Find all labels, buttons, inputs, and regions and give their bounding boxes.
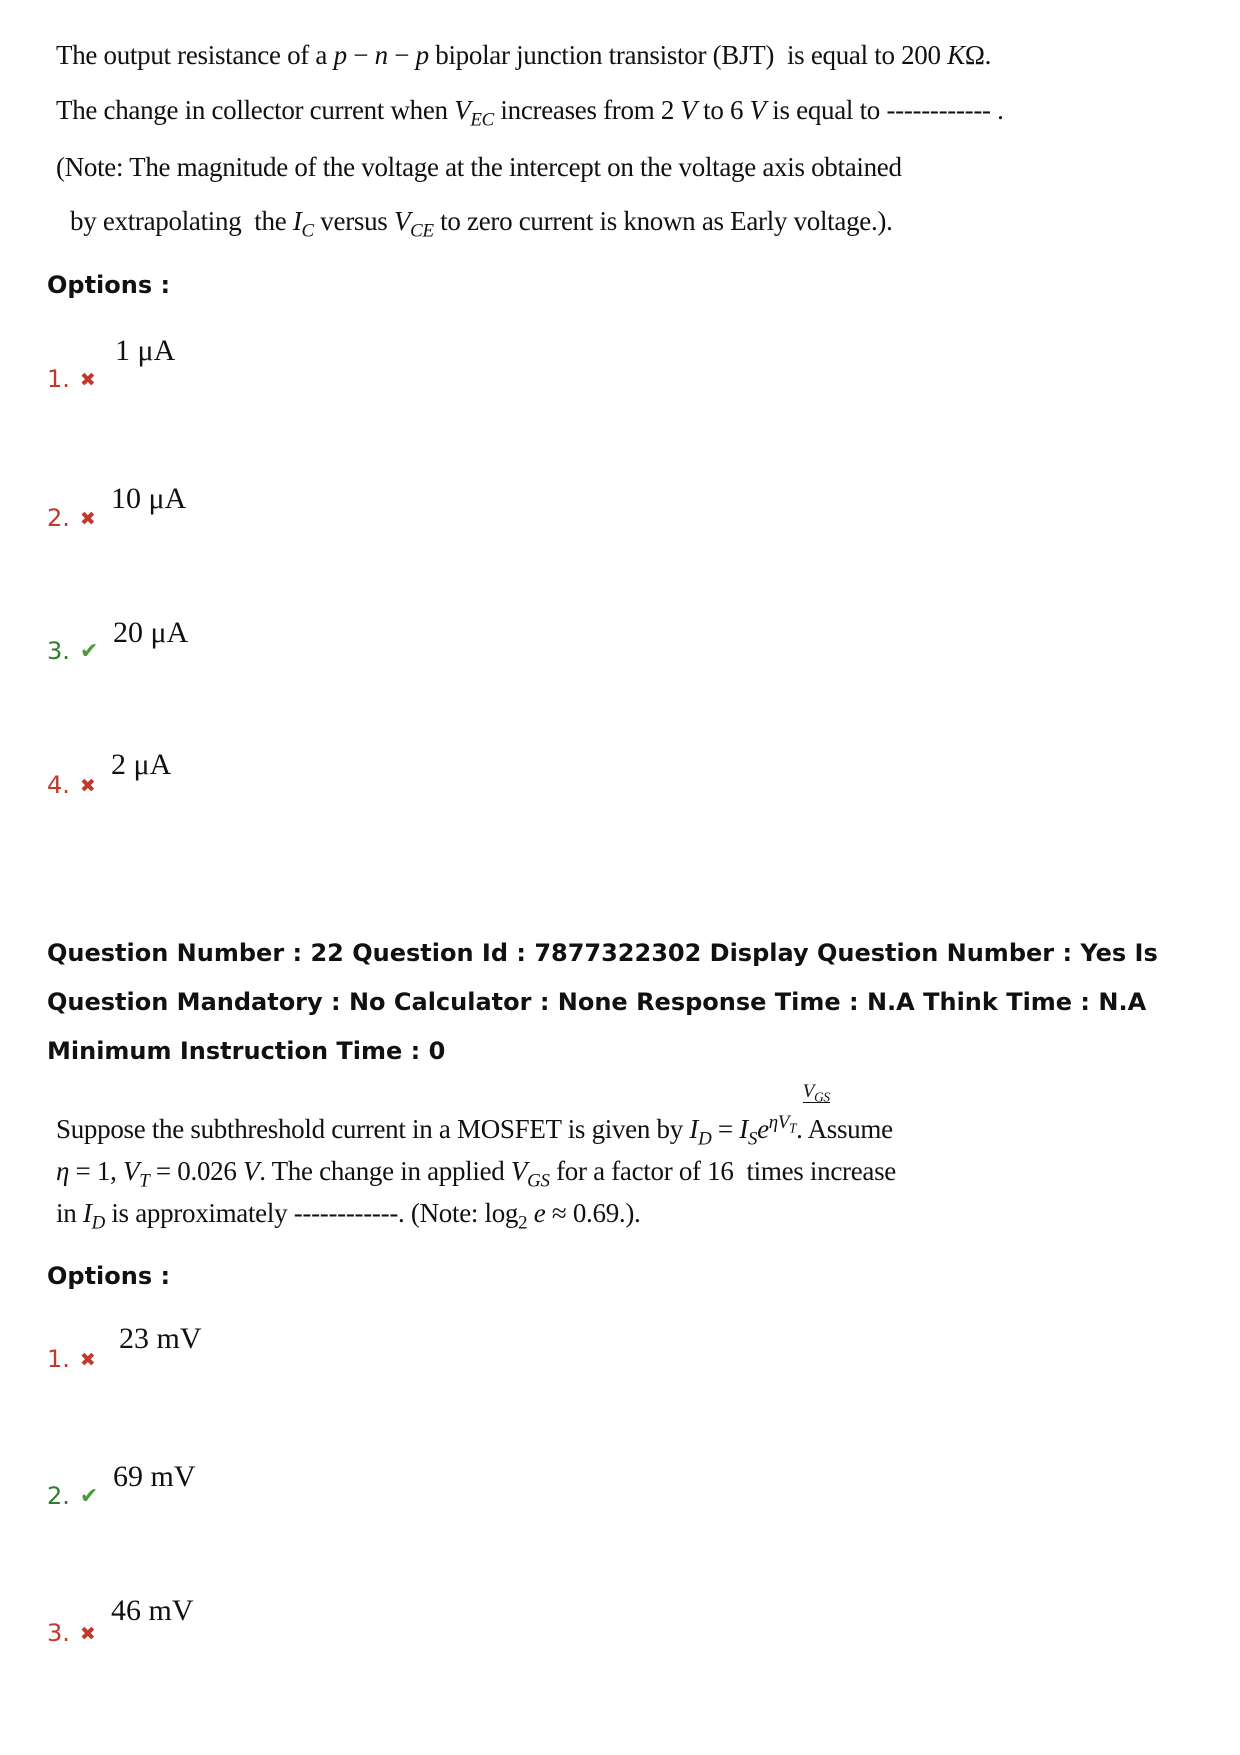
q22-stem-line-2: η = 1, $V_T = 0.026$ V. The change in applied $V_{GS}$ for a factor of 16 times increase — [56, 1156, 896, 1192]
cross-icon: ✖ — [79, 1349, 96, 1371]
option-value: 20 μA — [113, 616, 189, 649]
option-number: 3. — [47, 1619, 70, 1647]
cross-icon: ✖ — [79, 369, 96, 391]
check-icon: ✔ — [79, 639, 99, 664]
option-number: 2. — [47, 1482, 70, 1510]
q22-meta-info: Question Number : 22 Question Id : 7877322302 Display Question Number : Yes Is Question Mandatory : No Calculator : None Response Time : N.A Think Time : N.A Minimum Instruction Time : 0 — [47, 939, 1158, 1065]
option-value: 2 μA — [111, 748, 172, 781]
q22-options-label: Options : — [47, 1262, 171, 1290]
q21-options-label: Options : — [47, 271, 171, 299]
q22-stem-line-1: Suppose the subthreshold current in a MOSFET is given by $I_D = I_Se$ $V_{GS}$ $^{\eta V_T}$. Assume — [56, 1081, 893, 1150]
option-number: 1. — [47, 1345, 70, 1373]
option-number: 3. — [47, 637, 70, 665]
option-number: 4. — [47, 771, 70, 799]
q21-stem-line-4: by extrapolating the $I_C$ versus $V_{CE}$ to zero current is known as Early voltage.). — [70, 206, 893, 242]
q22-stem-line-3: in $I_D$ is approximately ------------. (Note: $\log_2 e \approx 0.69$.). — [56, 1198, 641, 1234]
q21-stem-line-2: The change in collector current when $V_{EC}$ increases from 2 V to 6 V is equal to ------------ . — [56, 95, 1004, 131]
option-value: 23 mV — [119, 1322, 202, 1355]
option-value: 69 mV — [113, 1460, 196, 1493]
option-number: 1. — [47, 365, 70, 393]
check-icon: ✔ — [79, 1484, 99, 1509]
option-value: 46 mV — [111, 1594, 194, 1627]
cross-icon: ✖ — [79, 508, 96, 530]
option-value: 1 μA — [115, 334, 176, 367]
q21-stem-line-3: (Note: The magnitude of the voltage at the intercept on the voltage axis obtained — [56, 152, 902, 182]
cross-icon: ✖ — [79, 1623, 96, 1645]
cross-icon: ✖ — [79, 775, 96, 797]
option-number: 2. — [47, 504, 70, 532]
option-value: 10 μA — [111, 482, 187, 515]
q21-stem-line-1: The output resistance of a p − n − p bipolar junction transistor (BJT) is equal to 200 KΩ. — [56, 40, 992, 70]
exponent-fraction: $V_{GS}$ $^{\eta V_T}$ — [768, 1081, 830, 1136]
